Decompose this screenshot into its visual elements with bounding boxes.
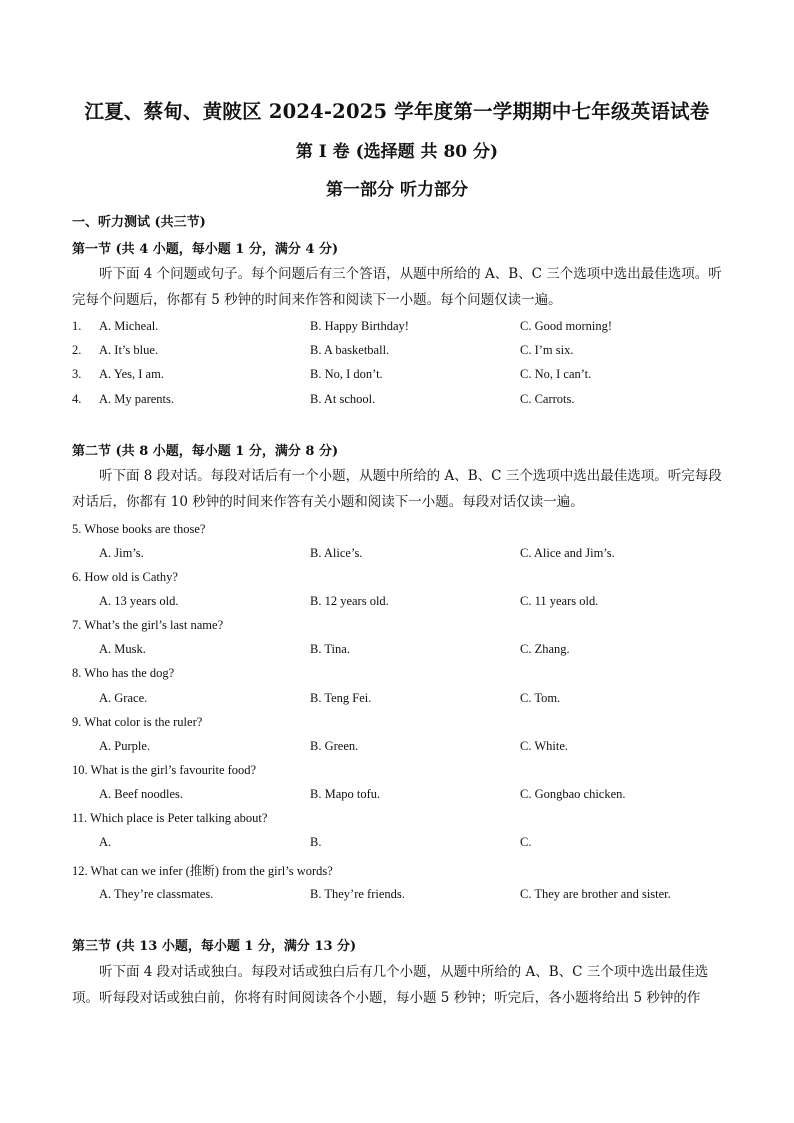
option-a: A. 13 years old. xyxy=(99,594,179,608)
option-b: B. 12 years old. xyxy=(310,594,389,608)
option-b: B. Green. xyxy=(310,739,359,753)
volume-title: 第 I 卷 (选择题 共 80 分) xyxy=(295,142,499,162)
question-row xyxy=(72,319,734,339)
option-c: C. Gongbao chicken. xyxy=(520,787,626,801)
section-3-heading: 第三节 (共 13 小题，每小题 1 分，满分 13 分) xyxy=(72,939,357,954)
option-c: C. Zhang. xyxy=(520,642,570,656)
option-c: C. Carrots. xyxy=(520,392,575,406)
question-number: 1. xyxy=(72,319,82,333)
option-c: C. Good morning! xyxy=(520,319,613,333)
question-row xyxy=(72,343,734,363)
option-a: A. Micheal. xyxy=(99,319,159,333)
question-row xyxy=(72,392,734,412)
option-a: A. It’s blue. xyxy=(99,343,159,357)
options-row xyxy=(72,739,734,759)
question-11: 11. Which place is Peter talking about? xyxy=(72,811,268,825)
option-b: B. They’re friends. xyxy=(310,887,405,901)
options-row xyxy=(72,835,734,855)
option-c: C. I’m six. xyxy=(520,343,574,357)
question-12: 12. What can we infer (推断) from the girl’s words? xyxy=(72,864,333,878)
section-2-heading: 第二节 (共 8 小题，每小题 1 分，满分 8 分) xyxy=(72,444,339,459)
options-row xyxy=(72,642,734,662)
option-a: A. Beef noodles. xyxy=(99,787,184,801)
option-a: A. Musk. xyxy=(99,642,146,656)
section-3-instructions: 听下面 4 段对话或独白。每段对话或独白后有几个小题，从题中所给的 A、B、C 三个项中选出最佳选项。听每段对话或独白前，你将有时间阅读各个小题，每小题 5 秒钟；听完后，各小题将给出 5 秒钟的作 xyxy=(72,964,709,1006)
option-b: B. Happy Birthday! xyxy=(310,319,409,333)
option-c: C. 11 years old. xyxy=(520,594,599,608)
option-b: B. Mapo tofu. xyxy=(310,787,381,801)
options-row xyxy=(72,546,734,566)
question-number: 2. xyxy=(72,343,82,357)
question-row xyxy=(72,367,734,387)
section-1-heading: 第一节 (共 4 小题，每小题 1 分，满分 4 分) xyxy=(72,242,339,257)
option-b: B. Tina. xyxy=(310,642,350,656)
question-7: 7. What’s the girl’s last name? xyxy=(72,618,224,632)
option-a: A. Grace. xyxy=(99,691,148,705)
option-b: B. Teng Fei. xyxy=(310,691,372,705)
option-b: B. xyxy=(310,835,322,849)
option-a: A. Jim’s. xyxy=(99,546,144,560)
question-9: 9. What color is the ruler? xyxy=(72,715,203,729)
option-a: A. Purple. xyxy=(99,739,151,753)
option-b: B. No, I don’t. xyxy=(310,367,383,381)
option-c: C. White. xyxy=(520,739,569,753)
option-a: A. They’re classmates. xyxy=(99,887,214,901)
question-6: 6. How old is Cathy? xyxy=(72,570,178,584)
option-a: A. Yes, I am. xyxy=(99,367,164,381)
question-number: 3. xyxy=(72,367,82,381)
option-b: B. A basketball. xyxy=(310,343,390,357)
question-8: 8. Who has the dog? xyxy=(72,666,175,680)
option-c: C. Tom. xyxy=(520,691,561,705)
options-row xyxy=(72,887,734,907)
option-c: C. They are brother and sister. xyxy=(520,887,671,901)
option-c: C. No, I can’t. xyxy=(520,367,592,381)
options-row xyxy=(72,594,734,614)
options-row xyxy=(72,691,734,711)
option-a: A. xyxy=(99,835,112,849)
question-5: 5. Whose books are those? xyxy=(72,522,206,536)
option-c: C. xyxy=(520,835,532,849)
option-a: A. My parents. xyxy=(99,392,174,406)
option-b: B. At school. xyxy=(310,392,376,406)
exam-title: 江夏、蔡甸、黄陂区 2024-2025 学年度第一学期期中七年级英语试卷 xyxy=(84,100,710,123)
listening-section-heading: 一、听力测试 (共三节) xyxy=(72,215,206,230)
question-number: 4. xyxy=(72,392,82,406)
section-1-instructions: 听下面 4 个问题或句子。每个问题后有三个答语，从题中所给的 A、B、C 三个选项中选出最佳选项。听完每个问题后，你都有 5 秒钟的时间来作答和阅读下一小题。每个问题仅读一遍。 xyxy=(72,266,722,308)
option-c: C. Alice and Jim’s. xyxy=(520,546,615,560)
part-title: 第一部分 听力部分 xyxy=(326,180,468,200)
option-b: B. Alice’s. xyxy=(310,546,363,560)
options-row xyxy=(72,787,734,807)
section-2-instructions: 听下面 8 段对话。每段对话后有一个小题，从题中所给的 A、B、C 三个选项中选出最佳选项。听完每段对话后，你都有 10 秒钟的时间来作答有关小题和阅读下一小题。每段对话仅读一遍。 xyxy=(72,468,722,510)
question-10: 10. What is the girl’s favourite food? xyxy=(72,763,257,777)
